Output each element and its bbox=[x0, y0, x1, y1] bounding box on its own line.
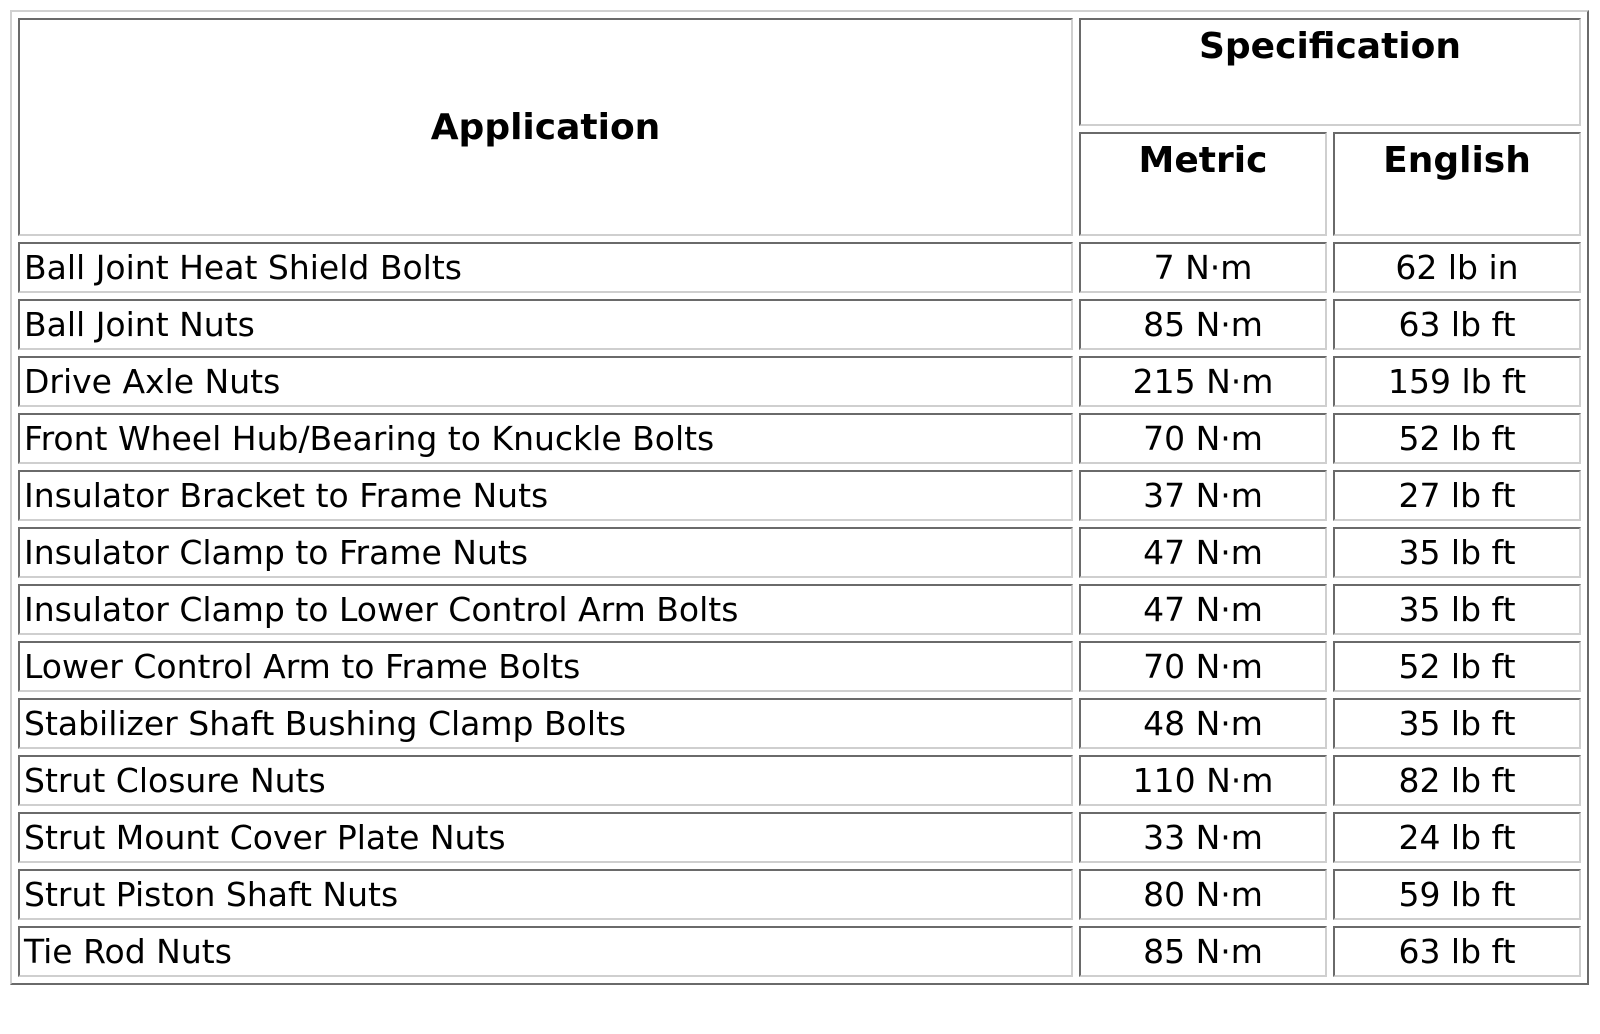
table-row bbox=[18, 242, 1581, 293]
cell-english-value: 59 lb ft bbox=[1333, 869, 1581, 920]
cell-english-value: 63 lb ft bbox=[1333, 299, 1581, 350]
cell-english-value: 35 lb ft bbox=[1333, 584, 1581, 635]
table-row bbox=[18, 812, 1581, 863]
cell-application: Strut Piston Shaft Nuts bbox=[18, 869, 1073, 920]
cell-application: Lower Control Arm to Frame Bolts bbox=[18, 641, 1073, 692]
table-row bbox=[18, 299, 1581, 350]
cell-english-value: 35 lb ft bbox=[1333, 527, 1581, 578]
cell-metric-value: 215 N·m bbox=[1079, 356, 1327, 407]
cell-application: Tie Rod Nuts bbox=[18, 926, 1073, 977]
cell-metric-value: 37 N·m bbox=[1079, 470, 1327, 521]
table-header bbox=[18, 18, 1581, 236]
cell-english-value: 62 lb in bbox=[1333, 242, 1581, 293]
cell-application: Strut Closure Nuts bbox=[18, 755, 1073, 806]
cell-metric-value: 47 N·m bbox=[1079, 584, 1327, 635]
cell-application: Ball Joint Nuts bbox=[18, 299, 1073, 350]
cell-english-value: 24 lb ft bbox=[1333, 812, 1581, 863]
cell-metric-value: 85 N·m bbox=[1079, 299, 1327, 350]
column-header-application: Application bbox=[18, 18, 1073, 236]
cell-english-value: 35 lb ft bbox=[1333, 698, 1581, 749]
cell-application: Stabilizer Shaft Bushing Clamp Bolts bbox=[18, 698, 1073, 749]
column-header-specification: Specification bbox=[1079, 18, 1581, 126]
table-row bbox=[18, 527, 1581, 578]
table-row bbox=[18, 755, 1581, 806]
cell-metric-value: 85 N·m bbox=[1079, 926, 1327, 977]
table-row bbox=[18, 869, 1581, 920]
cell-application: Drive Axle Nuts bbox=[18, 356, 1073, 407]
cell-metric-value: 48 N·m bbox=[1079, 698, 1327, 749]
fastener-torque-table bbox=[10, 10, 1589, 985]
table-row bbox=[18, 584, 1581, 635]
table-row bbox=[18, 470, 1581, 521]
cell-application: Insulator Bracket to Frame Nuts bbox=[18, 470, 1073, 521]
cell-english-value: 52 lb ft bbox=[1333, 413, 1581, 464]
cell-metric-value: 7 N·m bbox=[1079, 242, 1327, 293]
cell-application: Insulator Clamp to Lower Control Arm Bolts bbox=[18, 584, 1073, 635]
table-body bbox=[18, 242, 1581, 977]
cell-application: Insulator Clamp to Frame Nuts bbox=[18, 527, 1073, 578]
column-header-english: English bbox=[1333, 132, 1581, 236]
cell-application: Strut Mount Cover Plate Nuts bbox=[18, 812, 1073, 863]
cell-metric-value: 110 N·m bbox=[1079, 755, 1327, 806]
column-header-metric: Metric bbox=[1079, 132, 1327, 236]
cell-metric-value: 70 N·m bbox=[1079, 413, 1327, 464]
cell-english-value: 159 lb ft bbox=[1333, 356, 1581, 407]
cell-application: Ball Joint Heat Shield Bolts bbox=[18, 242, 1073, 293]
table-row bbox=[18, 413, 1581, 464]
cell-english-value: 27 lb ft bbox=[1333, 470, 1581, 521]
cell-english-value: 82 lb ft bbox=[1333, 755, 1581, 806]
cell-english-value: 52 lb ft bbox=[1333, 641, 1581, 692]
cell-metric-value: 70 N·m bbox=[1079, 641, 1327, 692]
cell-metric-value: 33 N·m bbox=[1079, 812, 1327, 863]
cell-english-value: 63 lb ft bbox=[1333, 926, 1581, 977]
table-row bbox=[18, 641, 1581, 692]
table-row bbox=[18, 698, 1581, 749]
cell-application: Front Wheel Hub/Bearing to Knuckle Bolts bbox=[18, 413, 1073, 464]
cell-metric-value: 47 N·m bbox=[1079, 527, 1327, 578]
cell-metric-value: 80 N·m bbox=[1079, 869, 1327, 920]
table-row bbox=[18, 356, 1581, 407]
header-row-top bbox=[18, 18, 1581, 126]
table-row bbox=[18, 926, 1581, 977]
